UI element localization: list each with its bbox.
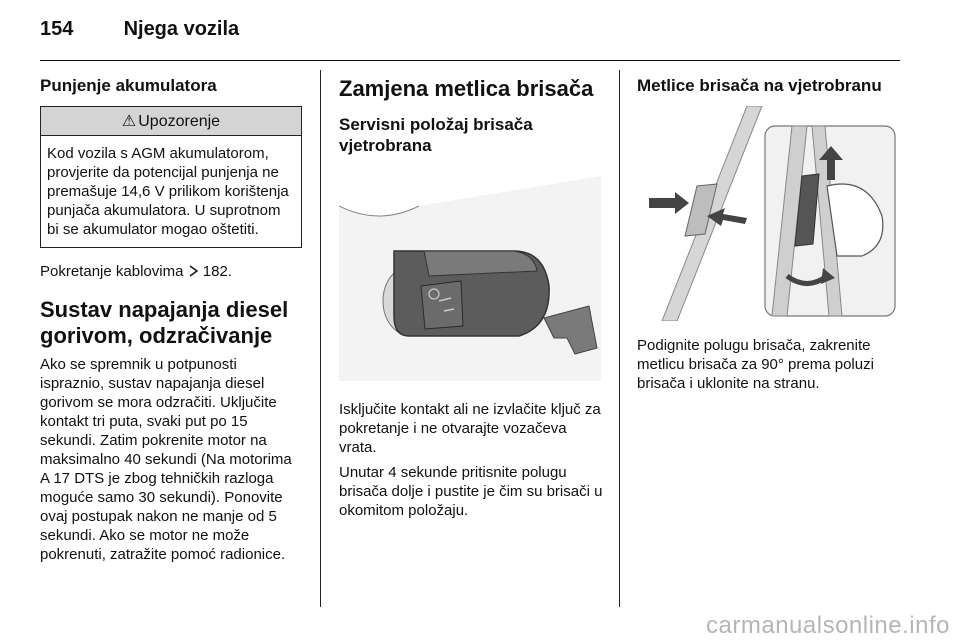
header-rule <box>40 60 900 61</box>
column-right <box>637 76 899 393</box>
page-header <box>40 18 239 41</box>
page-number: 154 <box>40 18 74 40</box>
diesel-section-text: Ako se spremnik u potpunosti ispraznio, sustav napajanja diesel gorivom se mora odzračiti. Uključite kontakt tri puta, svaki put po 15 sekundi. Zatim pokrenite motor na maksimalno 40 sekundi (Na motorima A 17 DTS je zbog tehničkih razloga moguće samo 30 sekundi). Ponovite ovaj postupak nakon ne manje od 5 sekundi. Ako se motor ne može pokrenuti, zatražite pomoć radionice. <box>40 356 292 563</box>
column-left <box>40 76 302 564</box>
column-divider-2 <box>619 70 620 607</box>
arrow-crossref-icon <box>188 265 199 277</box>
wiper-stalk-illustration <box>339 166 603 386</box>
warning-text: Kod vozila s AGM akumulatorom, provjerite da potencijal punjenja ne premašuje 14,6 V prilikom korištenja punjača akumulatora. U suprotnom bi se akumulator mogao oštetiti. <box>47 145 289 238</box>
diesel-section-title: Sustav napajanja diesel gorivom, odzračivanje <box>40 297 289 348</box>
watermark-text: carmanualsonline.info <box>706 612 950 639</box>
stalk-instruction: Unutar 4 sekunde pritisnite polugu brisača dolje i pustite je čim su brisači u okomitom položaju. <box>339 464 603 519</box>
ignition-instruction: Isključite kontakt ali ne izvlačite ključ za pokretanje i ne otvarajte vozačeva vrata. <box>339 401 601 456</box>
column-divider-1 <box>320 70 321 607</box>
crossref-text: Pokretanje kablovima <box>40 263 184 280</box>
crossref-page[interactable]: 182. <box>202 263 232 280</box>
warning-title: Upozorenje <box>138 113 221 130</box>
service-position-subtitle: Servisni položaj brisača vjetrobrana <box>339 115 533 155</box>
wiper-replacement-title: Zamjena metlica brisača <box>339 76 594 101</box>
battery-charging-heading: Punjenje akumulatora <box>40 76 217 95</box>
crossref-line <box>40 262 302 281</box>
blade-removal-instruction: Podignite polugu brisača, zakrenite metlicu brisača za 90° prema poluzi brisača i uklonite na stranu. <box>637 337 874 392</box>
warning-header <box>41 107 301 136</box>
wiper-blade-illustration <box>637 106 899 326</box>
column-middle <box>339 76 603 520</box>
warning-box <box>40 106 302 248</box>
windscreen-blades-heading: Metlice brisača na vjetrobranu <box>637 76 882 95</box>
page-title: Njega vozila <box>123 18 240 40</box>
warning-triangle-icon: ⚠ <box>121 113 137 130</box>
